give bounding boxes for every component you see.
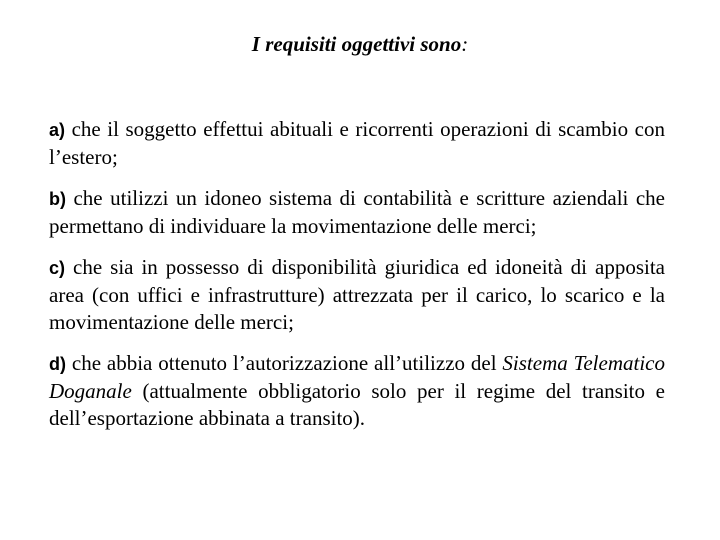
- item-text: che sia in possesso di disponibilità giuridica ed idoneità di apposita area (con uffici e infrastrutture) attrezzata per il carico, lo scarico e la movimentazione delle merci;: [49, 255, 665, 334]
- item-letter: c): [49, 258, 66, 278]
- list-item-b: [49, 185, 665, 240]
- item-letter: a): [49, 120, 66, 140]
- title-text: I requisiti oggettivi sono: [251, 32, 462, 56]
- list-item-c: [49, 254, 665, 336]
- item-letter: d): [49, 354, 66, 374]
- item-text: che il soggetto effettui abituali e ricorrenti operazioni di scambio con l’estero;: [49, 117, 665, 169]
- list-item-a: [49, 116, 665, 171]
- item-text: che utilizzi un idoneo sistema di contabilità e scritture aziendali che permettano di individuare la movimentazione delle merci;: [49, 186, 665, 238]
- item-emphasis: Sistema Telematico Doganale: [49, 351, 665, 403]
- list-item-d: [49, 350, 665, 432]
- item-text-end: (attualmente obbligatorio solo per il regime del transito e dell’esportazione abbinata a transito).: [49, 379, 665, 430]
- item-letter: b): [49, 189, 66, 209]
- slide-title: [0, 31, 720, 57]
- item-text: che abbia ottenuto l’autorizzazione all’utilizzo del: [66, 351, 503, 375]
- requirements-list: [49, 116, 665, 446]
- title-colon: :: [461, 32, 469, 56]
